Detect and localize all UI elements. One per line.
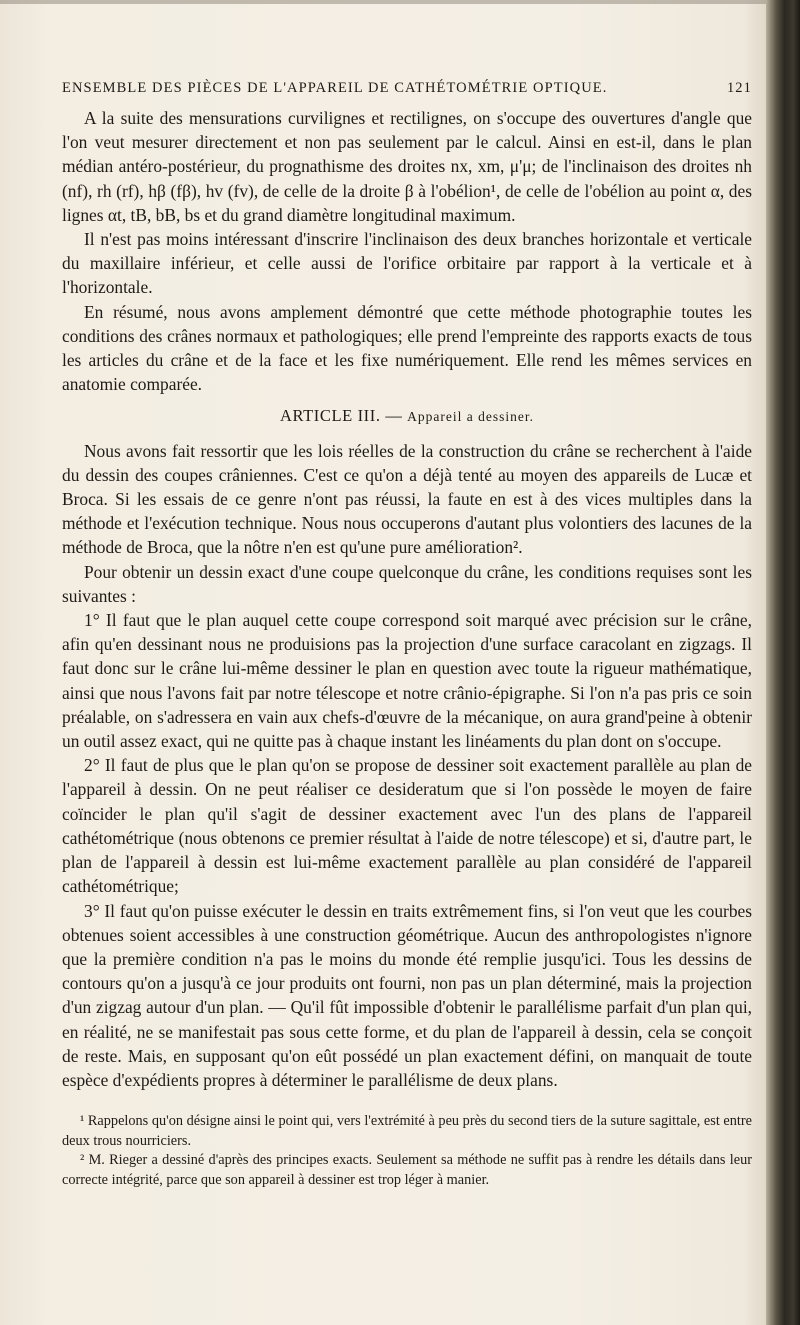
paragraph: 3° Il faut qu'on puisse exécuter le dessin en traits extrêmement fins, si l'on veut que les courbes obtenues soient accessibles à une construction géométrique. Aucun des anthropologistes n'ignore que la première condition n'a pas le moins du monde été remplie jusqu'ici. Tous les dessins de contours qu'on a jusqu'à ce jour produits ont fourni, non pas un plan déterminé, mais la projection d'un zigzag autour d'un plan. — Qu'il fût impossible d'obtenir le parallélisme parfait d'un plan qui, en réalité, ne se manifestait pas sous cette forme, et du plan de l'appareil à dessin, cela se conçoit de reste. Mais, en supposant qu'on eût possédé un plan exactement défini, on manquait de toute espèce d'expédients propres à déterminer le parallélisme de deux plans. bbox=[62, 900, 752, 1090]
text-column bbox=[62, 106, 752, 1190]
book-binding-edge bbox=[766, 0, 800, 1325]
article-heading bbox=[62, 404, 752, 429]
paragraph: 2° Il faut de plus que le plan qu'on se propose de dessiner soit exactement parallèle au plan de l'appareil à dessin. On ne peut réaliser ce desideratum que si l'on possède le moyen de faire coïncider le plan qu'il s'agit de dessiner exactement avec l'un des plans de l'appareil cathétométrique (nous obtenons ce premier résultat à l'aide de notre télescope) et si, d'autre part, le plan de l'appareil à dessin est lui-même exactement parallèle au plan considéré de l'appareil cathétométrique; bbox=[62, 755, 752, 897]
footnote: ¹ Rappelons qu'on désigne ainsi le point qui, vers l'extrémité à peu près du second tiers de la suture sagittale, est entre deux trous nourriciers. bbox=[62, 1113, 752, 1149]
paragraph: Il n'est pas moins intéressant d'inscrire l'inclinaison des deux branches horizontale et verticale du maxillaire inférieur, et celle aussi de l'orifice orbitaire par rapport à la verticale et à l'horizontale. bbox=[62, 229, 752, 298]
page-body bbox=[62, 106, 752, 1190]
paragraph: Pour obtenir un dessin exact d'une coupe quelconque du crâne, les conditions requises sont les suivantes : bbox=[62, 561, 752, 606]
article-title: Appareil a dessiner. bbox=[407, 409, 535, 425]
paragraph: 1° Il faut que le plan auquel cette coupe correspond soit marqué avec précision sur le crâne, afin qu'en dessinant nous ne produisions pas la projection d'une surface caracolant en zigzags. Il faut donc sur le crâne lui-même dessiner le plan en question avec toute la rigueur mathématique, ainsi que nous l'avons fait par notre télescope et notre crânio-épigraphe. Si l'on n'a pas pris ce soin préalable, on s'adressera en vain aux chefs-d'œuvre de la mécanique, on aura grand'peine à obtenir un outil assez exact, qui ne quitte pas à chaque instant les linéaments du plan dont on s'occupe. bbox=[62, 610, 752, 752]
paragraph: A la suite des mensurations curvilignes et rectilignes, on s'occupe des ouvertures d'angle que l'on veut mesurer directement et non pas seulement par le calcul. Ainsi en est-il, dans le plan médian antéro-postérieur, du prognathisme des droites nx, xm, μ'μ; de l'inclinaison des droites nh (nf), rh (rf), hβ (fβ), hv (fv), de celle de la droite β à l'obélion¹, de celle de l'obélion au point α, des lignes αt, tB, bB, bs et du grand diamètre longitudinal maximum. bbox=[62, 108, 752, 225]
paragraph: Nous avons fait ressortir que les lois réelles de la construction du crâne se recherchent à l'aide du dessin des coupes crâniennes. C'est ce qu'on a déjà tenté au moyen des appareils de Lucæ et Broca. Si les essais de ce genre n'ont pas réussi, la faute en est à des vices multiples dans la méthode et l'exécution technique. Nous nous occuperons d'autant plus volontiers des lacunes de la méthode de Broca, que la nôtre n'en est qu'une pure amélioration². bbox=[62, 440, 752, 558]
running-header bbox=[62, 80, 752, 97]
footnote: ² M. Rieger a dessiné d'après des principes exacts. Seulement sa méthode ne suffit pas à rendre les détails dans leur correcte intégrité, parce que son appareil à dessiner est trop léger à manier. bbox=[62, 1152, 752, 1188]
running-title: ENSEMBLE DES PIÈCES DE L'APPAREIL DE CATHÉTOMÉTRIE OPTIQUE. bbox=[62, 80, 608, 96]
page-top-edge bbox=[0, 0, 800, 4]
article-separator: — bbox=[385, 406, 403, 426]
page-number: 121 bbox=[726, 80, 752, 96]
paragraph: En résumé, nous avons amplement démontré que cette méthode photographie toutes les conditions des crânes normaux et pathologiques; elle prend l'empreinte des rapports exacts de tous les articles du crâne et de la face et les fixe numériquement. Elle rend les mêmes services en anatomie comparée. bbox=[62, 301, 752, 395]
article-number: ARTICLE III. bbox=[279, 406, 381, 426]
footnotes bbox=[62, 1112, 752, 1190]
